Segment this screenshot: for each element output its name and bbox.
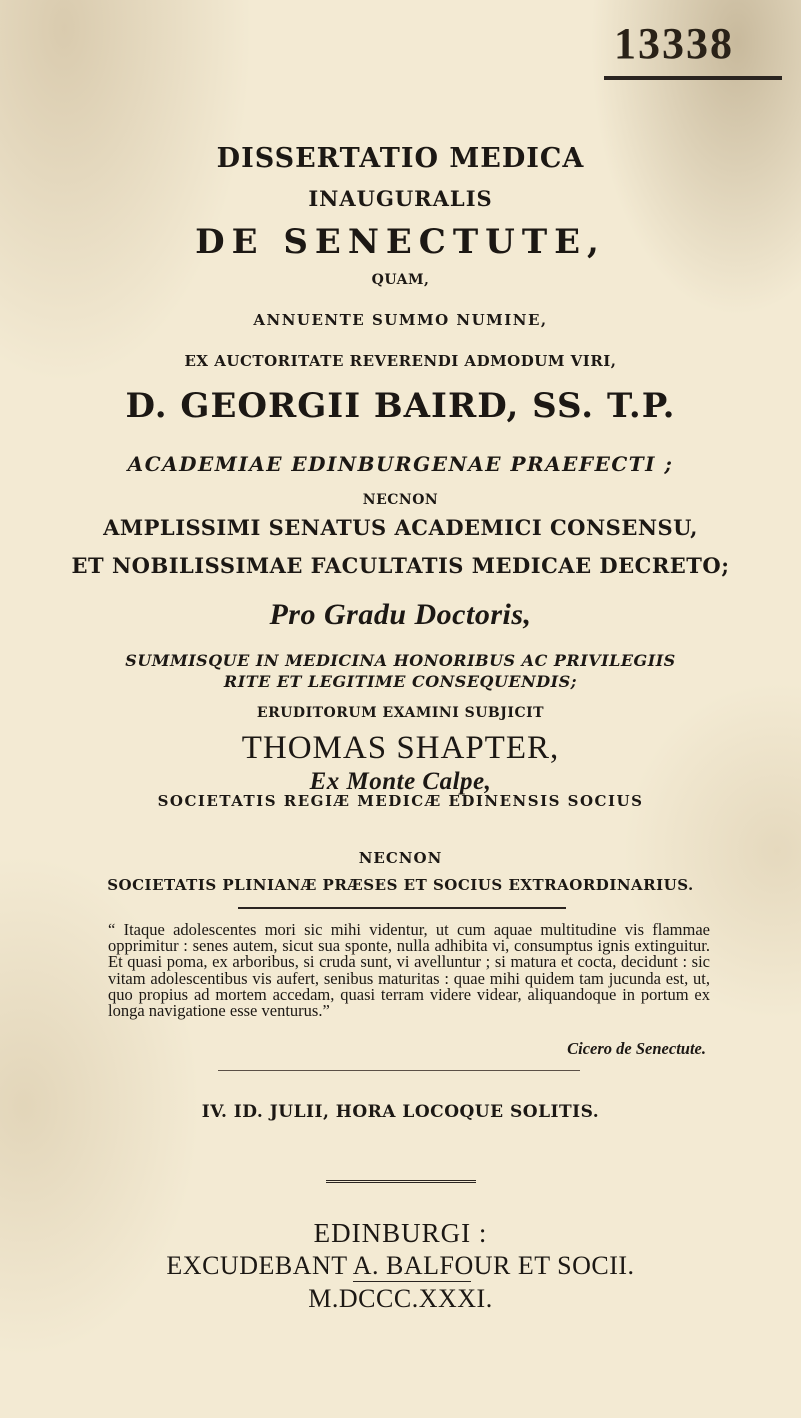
degree-summisque: SUMMISQUE IN MEDICINA HONORIBUS AC PRIVILEGIIS	[125, 651, 676, 670]
author-society-pliniana: SOCIETATIS PLINIANÆ PRÆSES ET SOCIUS EXTRAORDINARIUS.	[107, 876, 694, 894]
authority-academiae: ACADEMIAE EDINBURGENAE PRAEFECTI ;	[127, 452, 674, 476]
degree-eruditorum: ERUDITORUM EXAMINI SUBJICIT	[256, 705, 545, 721]
rule-below-date	[326, 1180, 476, 1183]
imprint-printer: EXCUDEBANT A. BALFOUR ET SOCII.	[166, 1251, 635, 1280]
degree-heading: Pro Gradu Doctoris,	[269, 598, 532, 631]
author-necnon: NECNON	[358, 849, 443, 867]
imprint-city: EDINBURGI :	[313, 1218, 488, 1248]
title-line-de-senectute: DE SENECTUTE,	[195, 222, 606, 262]
author-origin: Ex Monte Calpe,	[309, 768, 492, 795]
authority-ex-auctoritate: EX AUCTORITATE REVERENDI ADMODUM VIRI,	[184, 352, 617, 370]
epigraph-quote: “ Itaque adolescentes mori sic mihi videntur, ut cum aquae multitudine vis flammae opprimitur : senes autem, sicut sua sponte, nulla adhibita vi, consumptus ignis extinguitur. Et quasi poma, ex arboribus, si cruda sunt, vi avelluntur ; si matura et cocta, decidunt : sic vitam adolescentibus vis aufert, senibus maturitas : quae mihi quidem tam jucunda est, ut, quo propius ad mortem accedam, quasi terram videre videar, aliquandoque in portum ex longa navigatione esse venturus.”	[108, 920, 710, 1021]
degree-rite: RITE ET LEGITIME CONSEQUENDIS;	[223, 672, 578, 691]
rule-above-date	[218, 1070, 580, 1071]
shelfmark-label: 13338	[604, 18, 782, 80]
defense-date-line: IV. ID. JULII, HORA LOCOQUE SOLITIS.	[201, 1102, 600, 1122]
authority-facultatis: ET NOBILISSIMAE FACULTATIS MEDICAE DECRETO;	[71, 553, 730, 578]
author-name: THOMAS SHAPTER,	[241, 730, 560, 766]
title-line-quam: QUAM,	[371, 272, 430, 288]
authority-senatus: AMPLISSIMI SENATUS ACADEMICI CONSENSU,	[103, 515, 698, 540]
title-line-dissertatio: DISSERTATIO MEDICA	[216, 143, 585, 174]
authority-necnon: NECNON	[362, 492, 439, 508]
title-line-inauguralis: INAUGURALIS	[308, 186, 493, 211]
imprint-year: M.DCCC.XXXI.	[308, 1284, 493, 1313]
author-society-regiae: SOCIETATIS REGIÆ MEDICÆ EDINENSIS SOCIUS	[157, 792, 644, 810]
epigraph-source: Cicero de Senectute.	[567, 1039, 706, 1058]
rector-name: D. GEORGII BAIRD, SS. T.P.	[125, 386, 676, 426]
rule-under-printer	[353, 1281, 471, 1282]
authority-annuente: ANNUENTE SUMMO NUMINE,	[253, 311, 548, 329]
epigraph-top-rule	[238, 907, 566, 909]
